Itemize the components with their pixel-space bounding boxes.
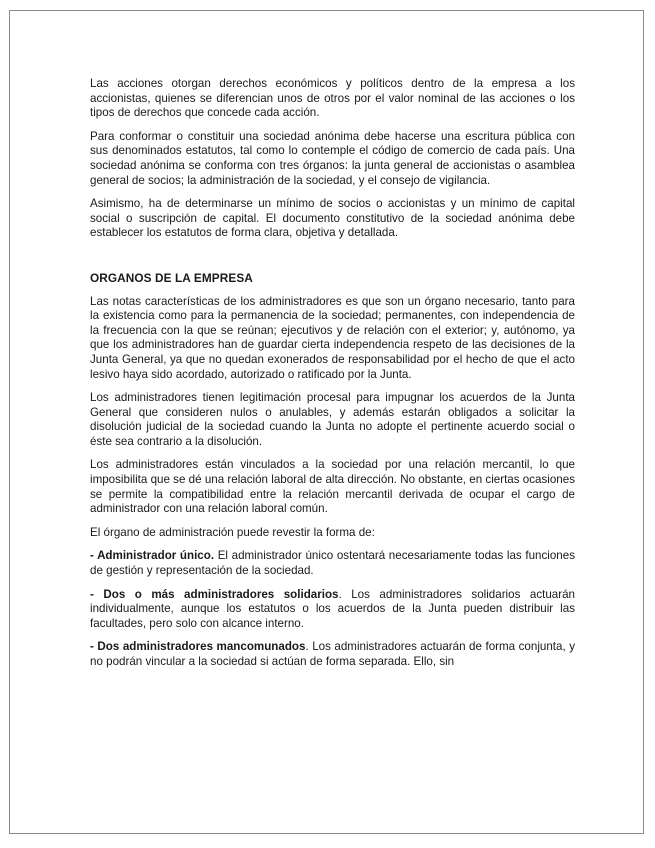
document-page: [9, 10, 644, 834]
section-heading: ORGANOS DE LA EMPRESA: [90, 270, 253, 285]
form-item-text: . Los administradores solidarios actuarán individualmente, aunque los estatutos o los acuerdos de la Junta pueden distribuir las facultades, pero solo con alcance interno.: [90, 587, 575, 630]
form-item-term: Dos administradores mancomunados: [97, 640, 306, 654]
intro-paragraph-1: Las acciones otorgan derechos económicos y políticos dentro de la empresa a los accionistas, quienes se diferencian unos de otros por el valor nominal de las acciones o los tipos de derechos que concede cada acción.: [90, 77, 575, 120]
intro-paragraph-2: Para conformar o constituir una sociedad anónima debe hacerse una escritura pública con sus denominados estatutos, tal como lo contemple el código de comercio de cada país. Una sociedad anónima se conforma con tres órganos: la junta general de accionistas o asamblea general de socios; la administración de la sociedad, y el consejo de vigilancia.: [90, 129, 575, 187]
form-item-administrador-unico: [90, 549, 575, 578]
form-item-term: Administrador único.: [97, 549, 215, 563]
form-item-text: El administrador único ostentará necesariamente todas las funciones de gestión y representación de la sociedad.: [90, 549, 575, 578]
page-content: [90, 77, 575, 679]
section-paragraph-3: Los administradores están vinculados a la sociedad por una relación mercantil, lo que imposibilita que se dé una relación laboral de alta dirección. No obstante, en ciertas ocasiones se permite la compatibilidad entre la relación mercantil derivada de ocupar el cargo de administrador con una relación laboral común.: [90, 458, 575, 516]
section-paragraph-1: Las notas características de los administradores es que son un órgano necesario, tanto para la existencia como para la permanencia de la sociedad; permanentes, con independencia de la frecuencia con la que se reúnan; ejecutivos y de relación con el exterior; y, autónomo, ya que los administradores han de guardar cierta independencia respeto de las decisiones de la Junta General, ya que no quedan exonerados de responsabilidad por el hecho de que el acto lesivo haya sido acordado, autorizado o ratificado por la Junta.: [90, 294, 575, 381]
intro-paragraph-3: Asimismo, ha de determinarse un mínimo de socios o accionistas y un mínimo de capital social o suscripción de capital. El documento constitutivo de la sociedad anónima debe establecer los estatutos de forma clara, objetiva y detallada.: [90, 197, 575, 240]
form-item-prefix: -: [90, 549, 98, 563]
section-paragraph-2: Los administradores tienen legitimación procesal para impugnar los acuerdos de la Junta General que consideren nulos o anulables, y además estarán obligados a solicitar la disolución judicial de la sociedad cuando la Junta no adopte el pertinente acuerdo social o éste sea contrario a la disolución.: [90, 391, 575, 448]
form-item-text: . Los administradores actuarán de forma conjunta, y no podrán vincular a la sociedad si actúan de forma separada. Ello, sin: [90, 640, 575, 668]
form-item-administradores-solidarios: [90, 588, 575, 632]
form-item-administradores-mancomunados: [90, 640, 575, 669]
form-item-prefix: -: [90, 640, 98, 654]
form-item-term: Dos o más administradores solidarios: [103, 587, 339, 601]
form-item-prefix: -: [90, 587, 104, 601]
section-paragraph-4: El órgano de administración puede revestir la forma de:: [90, 525, 375, 539]
